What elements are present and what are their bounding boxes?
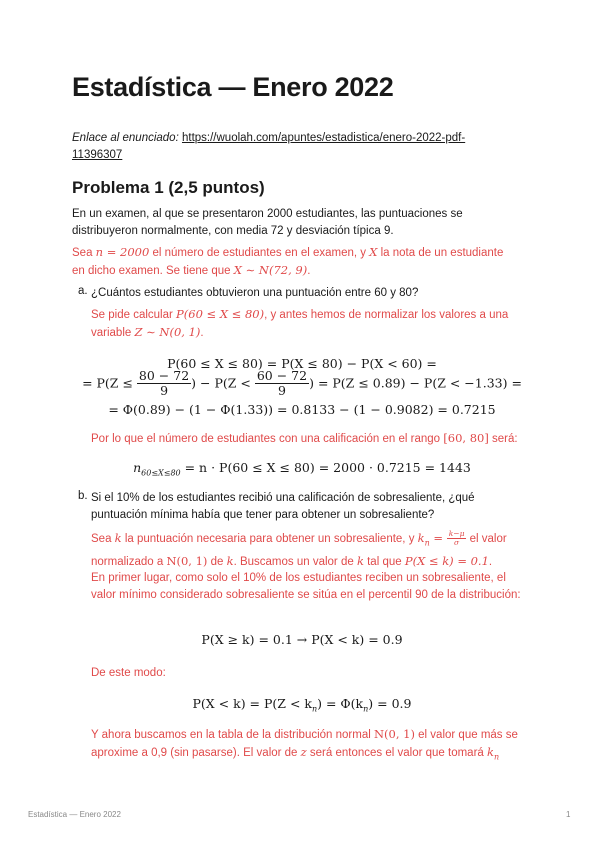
footer-title: Estadística — Enero 2022 — [28, 810, 121, 819]
problem-heading: Problema 1 (2,5 puntos) — [72, 178, 265, 197]
part-a-marker: a. — [78, 285, 88, 297]
problem-statement: En un examen, al que se presentaron 2000 estudiantes, las puntuaciones se distribuyeron normalmente, con media 72 y desviación típica 9. — [72, 208, 463, 237]
page-title: Estadística — Enero 2022 — [72, 72, 394, 102]
equation-1: P(60 ≤ X ≤ 80) = P(X ≤ 80) − P(X < 60) = — [167, 356, 437, 371]
equation-6: $P(X < k) = P(Z < k_n) = \Phi(k_n) = 0.9$ — [192, 696, 412, 714]
part-b-question: Si el 10% de los estudiantes recibió una calificación de sobresaliente, ¿qué puntuación mínima había que tener para obtener un sobresaliente? — [91, 492, 475, 521]
fraction-1: $\frac{80 - 72}{9}$ — [138, 368, 190, 399]
equation-4: $n_{60\le X\le 80} = n \cdot P(60 \le X \le 80) = 2000 \cdot 0.7215 = 1443$ — [133, 460, 471, 478]
part-b-mode-text: De este modo: — [91, 667, 166, 679]
part-b-percentile-text: En primer lugar, como solo el 10% de los estudiantes reciben un sobresaliente, el valor mínimo considerado sobresaliente se sitúa en el percentil 90 de la distribución: — [91, 572, 521, 601]
problem-intro: Sea n = 2000 el número de estudiantes en el examen, y X la nota de un estudiante en dicho examen. Se tiene que X ∼ N(72, 9). — [72, 245, 504, 277]
part-b-marker: b. — [78, 490, 88, 502]
equation-5: P(X ≥ k) = 0.1 → P(X < k) = 0.9 — [201, 632, 403, 647]
link-label: Enlace al enunciado: — [72, 132, 179, 144]
fraction-2: $\frac{60 - 72}{9}$ — [256, 368, 308, 399]
equation-3: = Φ(0.89) − (1 − Φ(1.33)) = 0.8133 − (1 − 0.9082) = 0.7215 — [108, 402, 496, 417]
normalization-fraction: $\frac{k-\mu}{\sigma}$ — [448, 528, 465, 548]
part-b-table-text: Y ahora buscamos en la tabla de la distribución normal N(0, 1) el valor que más se aproxime a 0,9 (sin pasarse). El valor de z será entonces el valor que tomará $k_n$ — [91, 727, 518, 762]
source-link-line — [72, 130, 512, 164]
part-a-solution-intro: Se pide calcular P(60 ≤ X ≤ 80), y antes hemos de normalizar los valores a una variable Z ∼ N(0, 1). — [91, 307, 509, 339]
footer-page-number: 1 — [566, 810, 571, 819]
equation-2: = P(Z ≤ $\frac{80 - 72}{9}$ ) − P(Z < $\frac{60 - 72}{9}$ ) = P(Z ≤ 0.89) − P(Z < −1.33) = — [82, 368, 522, 399]
part-b-solution-intro: Sea k la puntuación necesaria para obtener un sobresaliente, y $k_n$ = $\frac{k-\mu}{\sigma}$ el valor normalizado a N(0, 1) de k. Buscamos un valor de k tal que P(X ≤ k) = 0.1. — [91, 528, 507, 569]
source-link[interactable]: https://wuolah.com/apuntes/estadistica/enero-2022-pdf- 11396307 — [72, 132, 466, 161]
part-a-question: ¿Cuántos estudiantes obtuvieron una puntuación entre 60 y 80? — [91, 287, 419, 299]
part-a-conclusion: Por lo que el número de estudiantes con una calificación en el rango [60, 80] será: — [91, 431, 518, 445]
